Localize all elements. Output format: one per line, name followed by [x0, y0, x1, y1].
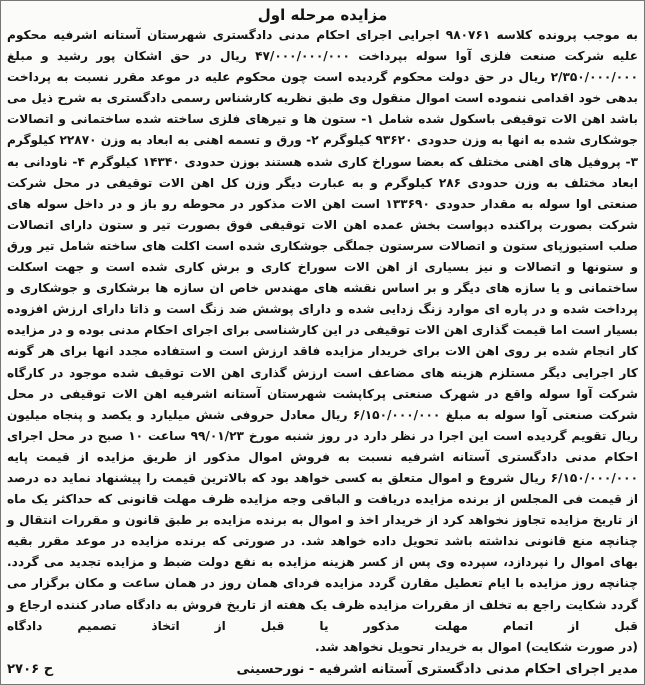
- notice-body: [7, 25, 638, 658]
- notice-title: مزایده مرحله اول: [257, 6, 388, 24]
- footer-reference: ح ۲۷۰۶: [7, 662, 54, 677]
- notice-body-main: به موجب پرونده کلاسه ۹۸۰۷۶۱ اجرایی اجرای احکام مدنی دادگستری شهرستان آستانه اشرفیه محکوم علیه شرکت صنعت فلزی آوا سوله بپرداخت ۴۷/۰۰۰/۰۰۰/۰۰۰ ریال در حق اشکان پور رشید و مبلغ ۲/۳۵۰/۰۰۰/۰۰۰ ریال در حق دولت محکوم گردیده است چون محکوم علیه در موعد مقرر نسبت به پرداخت بدهی خود اقدامی ننموده است اموال منقول وی طبق نظریه کارشناس رسمی دادگستری به شرح ذیل می باشد اهن الات توقیفی باسکول شده شامل ۱- ستون ها و تیرهای فلزی ساخته شده ساختمانی و اتصالات جوشکاری شده به انها به وزن حدودی ۹۳۶۲۰ کیلوگرم ۲- ورق و تسمه اهنی به ابعاد به وزن ۲۲۸۷۰ کیلوگرم ۳- پروفیل های اهنی مختلف که بعضا سوراخ کاری شده هستند بوزن حدودی ۱۴۳۴۰ کیلوگرم ۴- ناودانی به ابعاد مختلف به وزن حدودی ۲۸۶ کیلوگرم و به عبارت دیگر وزن کل اهن الات توقیفی در محل شرکت صنعتی اوا سوله به مقدار حدودی ۱۳۳۶۹۰ است اهن الات مذکور در محوطه رو باز و در داخل سوله های شرکت بصورت پراکنده دپواست بخش عمده اهن الات توقیفی فوق بصورت تیر و ستون دارای اتصالات صلب استیوزپای ستون و اتصالات سرستون جملگی جوشکاری شده است اکلت های ساخته شامل تیر ورق و ستونها و اتصالات و نیز بسیاری از اهن الات سوراخ کاری و برش کاری شده است و جهت اسکلت ساختمانی و یا سازه های دیگر و بر اساس نقشه های مهندس خاص ان سازه ها برشکاری و جوشکاری و پرداخت شده و در پاره ای موارد زنگ زدایی شده و دارای پوشش ضد زنگ است و ذاتا دارای ارزش افزوده بسیار است اما قیمت گذاری اهن الات توقیفی در این کارشناسی برای اجرای احکام مدنی بوده و در مزایده کار انجام شده بر روی اهن الات برای خریدار مزایده فاقد ارزش است و استفاده مجدد انها برای هر گونه کار اجرایی دیگر مستلزم هزینه های مضاعف است ارزش گذاری اهن الات توقیف شده موجود در کارگاه شرکت آوا سوله واقع در شهرک صنعتی پرکاپشت شهرستان آستانه اشرفیه اهن الات توقیفی در محل شرکت صنعتی آوا سوله به مبلغ ۶/۱۵۰/۰۰۰/۰۰۰ ریال معادل حروفی شش میلیارد و یکصد و پنجاه میلیون ریال تقویم گردیده است این اجرا در نظر دارد در روز شنبه مورخ ۹۹/۰۱/۲۳ ساعت ۱۰ صبح در محل اجرای احکام مدنی دادگستری آستانه اشرفیه نسبت به فروش اموال مذکور از طریق مزایده از قیمت پایه ۶/۱۵۰/۰۰۰/۰۰۰ ریال شروع و اموال متعلق به کسی خواهد بود که بالاترین قیمت را پیشنهاد نماید ده درصد از قیمت فی المجلس از برنده مزایده دریافت و الباقی وجه مزایده ظرف مهلت قانونی که حداکثر یک ماه از تاریخ مزایده تجاوز نخواهد کرد از خریدار اخذ و اموال به برنده مزایده بر طبق قانون و مقررات انتقال و چنانچه منع قانونی نداشته باشد تحویل داده خواهد شد. در صورتی که برنده مزایده در موعد مقرر بقیه بهای اموال را نپردازد، سپرده وی پس از کسر هزینه مزایده به نفع دولت ضبط و مزایده تجدید می گردد. چنانچه روز مزایده با ایام تعطیل مقارن گردد مزایده فردای همان روز در همان ساعت و مکان برگزار می گردد شکایت راجع به تخلف از مقررات مزایده ظرف یک هفته از تاریخ فروش به دادگاه صادر کننده ارجاع و قبل از اتمام مهلت مذکور یا قبل از اتخاذ تصمیم دادگاه: [7, 28, 639, 633]
- notice-body-last: (در صورت شکایت) اموال به خریدار تحویل نخواهد شد.: [315, 639, 638, 654]
- footer-signature: مدیر اجرای احکام مدنی دادگستری آستانه اشرفیه - نورحسینی: [236, 662, 638, 677]
- notice-footer: [7, 660, 638, 680]
